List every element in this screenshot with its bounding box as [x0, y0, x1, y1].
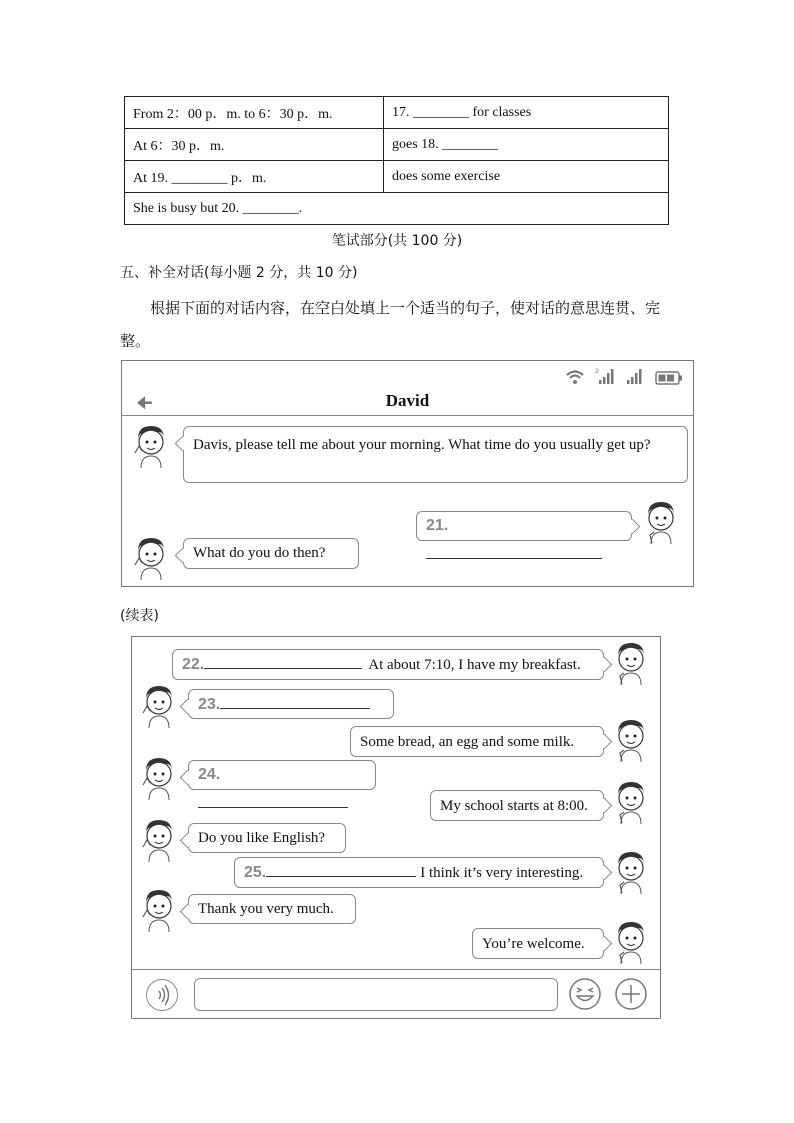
table-cell: She is busy but 20. ________. — [125, 193, 669, 225]
divider — [122, 415, 693, 416]
message-text: What do you do then? — [193, 545, 326, 561]
chat-bubble — [234, 857, 604, 888]
chat-bubble — [172, 649, 604, 680]
status-bar — [565, 367, 683, 385]
avatar-boy-right — [612, 779, 650, 825]
message-text: Some bread, an egg and some milk. — [360, 734, 575, 750]
question-number: 24. — [198, 766, 221, 783]
question-number: 22. — [182, 656, 205, 673]
question-number: 25. — [244, 864, 267, 881]
message-text: At about 7:10, I have my breakfast. — [368, 657, 581, 673]
back-arrow-icon[interactable]: 🠈 — [136, 393, 153, 414]
chat-bubble — [188, 894, 356, 924]
table-row — [125, 97, 669, 129]
wifi-icon — [565, 369, 585, 385]
section-heading: 五、补全对话(每小题 2 分，共 10 分) — [120, 265, 358, 281]
table-cell: does some exercise — [384, 161, 669, 193]
chat-window — [121, 360, 694, 587]
answer-blank[interactable] — [266, 858, 416, 877]
battery-icon — [655, 371, 683, 385]
message-input[interactable] — [194, 978, 558, 1011]
message-text: Do you like English? — [198, 830, 326, 846]
chat-bubble — [350, 726, 604, 757]
continued-label: (续表) — [120, 608, 159, 624]
question-number: 21. — [426, 517, 449, 534]
schedule-table — [124, 96, 669, 225]
table-cell: 17. ________ for classes — [384, 97, 669, 129]
chat-bubble — [430, 790, 604, 821]
chat-bubble — [416, 511, 632, 541]
chat-title: David — [385, 391, 430, 410]
chat-bubble — [188, 760, 376, 790]
avatar-boy-right — [612, 717, 650, 763]
question-number: 23. — [198, 696, 221, 713]
message-text: I think it’s very interesting. — [420, 865, 584, 881]
table-row — [125, 193, 669, 225]
voice-icon[interactable] — [146, 979, 178, 1011]
answer-blank[interactable] — [204, 650, 362, 669]
message-text: Thank you very much. — [198, 901, 334, 917]
chat-bubble — [188, 823, 346, 853]
svg-text:2: 2 — [595, 368, 599, 375]
signal-icon — [595, 367, 615, 385]
section-title: 笔试部分(共 100 分) — [331, 233, 463, 249]
avatar-boy-right — [612, 919, 650, 965]
answer-blank[interactable] — [198, 789, 348, 808]
avatar-boy-left — [132, 423, 170, 469]
avatar-boy-left — [140, 887, 178, 933]
plus-icon[interactable] — [614, 977, 648, 1011]
table-cell: At 6：30 p．m. — [125, 129, 384, 161]
avatar-boy-left — [140, 755, 178, 801]
chat-window-continued — [131, 636, 661, 1019]
avatar-boy-left — [132, 535, 170, 581]
table-row — [125, 161, 669, 193]
avatar-boy-left — [140, 817, 178, 863]
avatar-boy-right — [642, 499, 680, 545]
emoji-icon[interactable] — [568, 977, 602, 1011]
avatar-boy-left — [140, 683, 178, 729]
signal-icon — [625, 367, 645, 385]
message-text: You’re welcome. — [482, 936, 585, 952]
table-cell: From 2：00 p．m. to 6：30 p．m. — [125, 97, 384, 129]
table-row — [125, 129, 669, 161]
divider — [132, 969, 660, 970]
avatar-boy-right — [612, 640, 650, 686]
instruction-text: 根据下面的对话内容，在空白处填上一个适当的句子，使对话的意思连贯、完整。 — [120, 299, 661, 350]
chat-bubble — [183, 426, 688, 483]
avatar-boy-right — [612, 849, 650, 895]
message-text: Davis, please tell me about your morning. What time do you usually get up? — [193, 437, 651, 453]
answer-blank[interactable] — [426, 540, 602, 559]
chat-bubble — [188, 689, 394, 719]
table-cell: At 19. ________ p．m. — [125, 161, 384, 193]
table-cell: goes 18. ________ — [384, 129, 669, 161]
message-text: My school starts at 8:00. — [440, 798, 588, 814]
chat-bubble — [472, 928, 604, 959]
answer-blank[interactable] — [220, 690, 370, 709]
chat-bubble — [183, 538, 359, 569]
